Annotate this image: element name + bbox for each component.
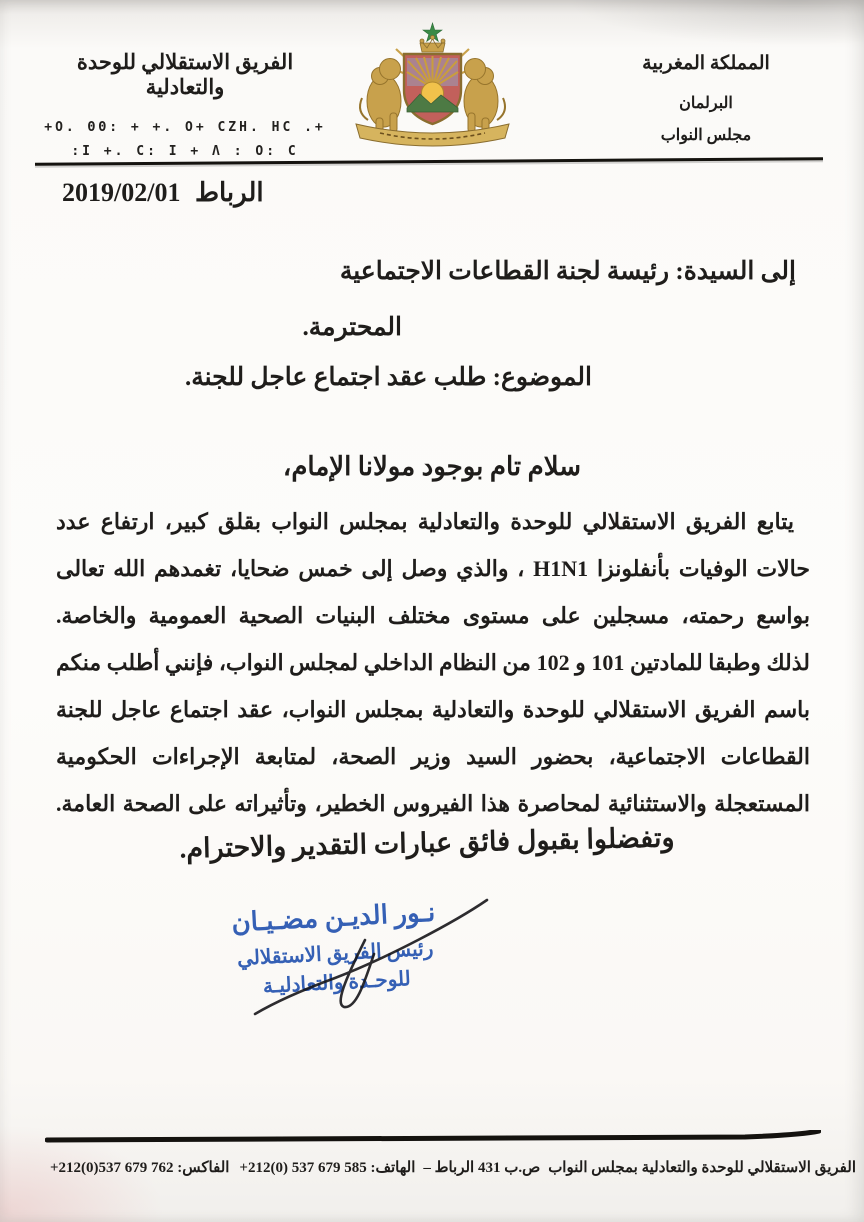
city-label: الرباط xyxy=(194,178,264,207)
phone-value: +212(0) 537 679 585 xyxy=(239,1160,367,1176)
body-line: بواسع رحمته، مسجلين على مستوى مختلف البنيات الصحية العمومية والخاصة. xyxy=(56,603,810,628)
date-value: 2019/02/01 xyxy=(62,178,181,207)
body-line: المستعجلة والاستثنائية لمحاصرة هذا الفيروس الخطير، وتأثيراته على الصحة العامة. xyxy=(56,791,810,816)
body-line: القطاعات الاجتماعية، بحضور السيد وزير الصحة، لمتابعة الإجراءات الحكومية xyxy=(56,744,810,769)
header-right-block xyxy=(606,52,806,145)
footer-divider xyxy=(45,1130,821,1144)
footer-contact-row xyxy=(48,1158,856,1177)
closing-phrase: وتفضلوا بقبول فائق عبارات التقدير والاحترام. xyxy=(179,822,675,864)
parliament-title: البرلمان xyxy=(679,95,733,112)
fax-value: +212(0)537 679 762 xyxy=(50,1160,174,1176)
kingdom-title: المملكة المغربية xyxy=(642,53,770,74)
moroccan-coat-of-arms-icon xyxy=(340,22,525,154)
footer-fax xyxy=(48,1158,229,1177)
phone-label: الهاتف: xyxy=(370,1160,416,1176)
footer-phone xyxy=(237,1158,415,1177)
subject-line: الموضوع: طلب عقد اجتماع عاجل للجنة. xyxy=(184,364,592,391)
fax-label: الفاكس: xyxy=(177,1160,230,1176)
body-line: يتابع الفريق الاستقلالي للوحدة والتعادلية بمجلس النواب بقلق كبير، ارتفاع عدد xyxy=(56,509,794,534)
recipient-line-1: إلى السيدة: رئيسة لجنة القطاعات الاجتماعية xyxy=(339,258,796,285)
body-line: حالات الوفيات بأنفلونزا H1N1 ، والذي وصل إلى خمس ضحايا، تغمدهم الله تعالى xyxy=(56,556,810,581)
signatory-title-2: للوحـدة والتعادليـة xyxy=(262,968,412,998)
signatory-title-1: رئيس الفريق الاستقلالي xyxy=(236,937,434,971)
salutation: سلام تام بوجود مولانا الإمام، xyxy=(282,452,582,481)
recipient-line-2: المحترمة. xyxy=(302,314,402,341)
header-left-block xyxy=(35,50,335,164)
handwritten-signature xyxy=(215,888,505,1038)
tifinagh-line-1: +. O. ΘΘ: + +. O+ CΖΗ. ΗC+ xyxy=(44,120,326,135)
body-line: باسم الفريق الاستقلالي للوحدة والتعادلية بمجلس النواب، عقد اجتماع عاجل للجنة xyxy=(56,697,810,722)
signatory-name: نـور الديـن مضـيـان xyxy=(230,897,436,938)
letter-body xyxy=(56,498,810,827)
house-of-representatives-title: مجلس النواب xyxy=(660,127,752,144)
body-line: لذلك وطبقا للمادتين 101 و 102 من النظام الداخلي لمجلس النواب، فإنني أطلب منكم xyxy=(56,650,810,675)
tifinagh-line-2: I +. C: I + Λ : O: C: xyxy=(71,144,299,159)
footer-address: ص.ب 431 الرباط – xyxy=(423,1160,541,1176)
date-line xyxy=(62,178,264,208)
footer-org: الفريق الاستقلالي للوحدة والتعادلية بمجلس النواب xyxy=(548,1160,856,1176)
party-name: الفريق الاستقلالي للوحدة والتعادلية xyxy=(76,50,294,99)
